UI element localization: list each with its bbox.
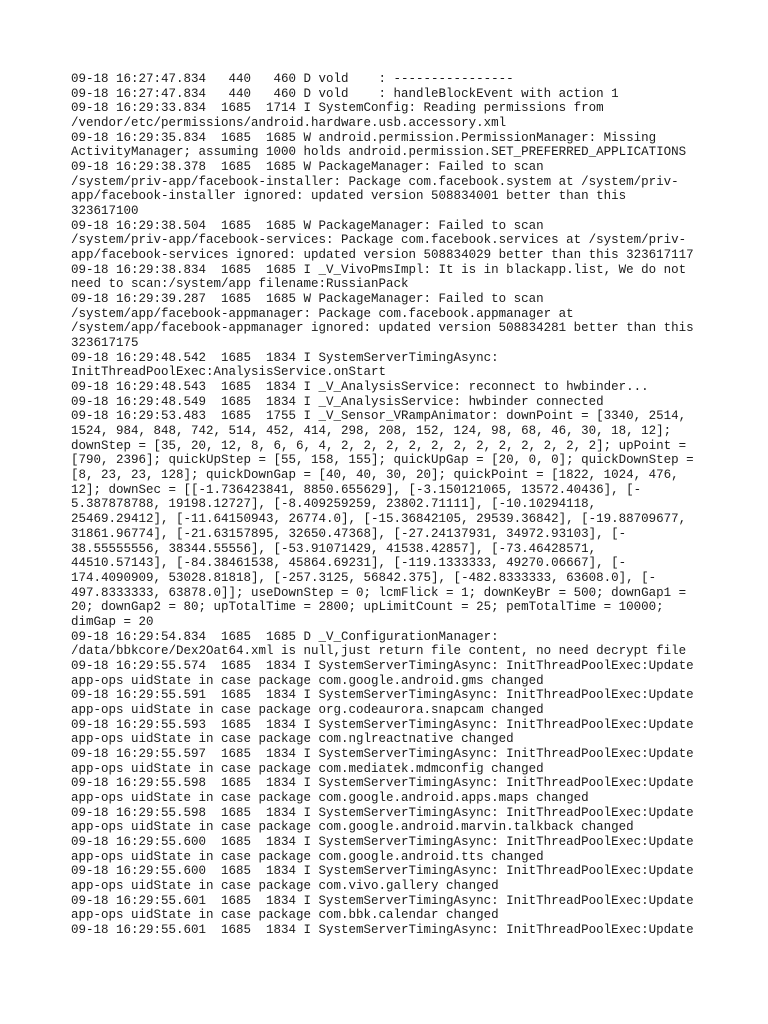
log-line: /system/app/facebook-appmanager: Package com.facebook.appmanager at: [71, 306, 574, 321]
log-line: 09-18 16:27:47.834 440 460 D vold : handleBlockEvent with action 1: [71, 86, 619, 101]
log-line: app-ops uidState in case package com.nglreactnative changed: [71, 732, 514, 747]
log-line: 09-18 16:29:55.600 1685 1834 I SystemServerTimingAsync: InitThreadPoolExec:Update: [71, 834, 694, 849]
log-line: 5.387878788, 19198.12727], [-8.409259259, 23802.71111], [-10.10294118,: [71, 497, 597, 512]
log-line: app-ops uidState in case package com.mediatek.mdmconfig changed: [71, 761, 544, 776]
log-line: 09-18 16:29:55.598 1685 1834 I SystemServerTimingAsync: InitThreadPoolExec:Update: [71, 776, 694, 791]
log-line: 09-18 16:29:55.591 1685 1834 I SystemServerTimingAsync: InitThreadPoolExec:Update: [71, 688, 694, 703]
log-line: [8, 23, 23, 128]; quickDownGap = [40, 40, 30, 20]; quickPoint = [1822, 1024, 476,: [71, 468, 679, 483]
log-line: 09-18 16:29:38.834 1685 1685 I _V_VivoPmsImpl: It is in blackapp.list, We do not: [71, 262, 687, 277]
log-line: app-ops uidState in case package com.google.android.marvin.talkback changed: [71, 820, 634, 835]
log-line: 31861.96774], [-21.63157895, 32650.47368], [-27.24137931, 34972.93103], [-: [71, 526, 627, 541]
log-line: 09-18 16:29:38.378 1685 1685 W PackageManager: Failed to scan: [71, 160, 544, 175]
log-line: dimGap = 20: [71, 614, 154, 629]
log-line: ActivityManager; assuming 1000 holds android.permission.SET_PREFERRED_APPLICATIONS: [71, 145, 687, 160]
log-line: 09-18 16:29:55.601 1685 1834 I SystemServerTimingAsync: InitThreadPoolExec:Update: [71, 922, 694, 937]
log-line: 323617100: [71, 204, 139, 219]
log-line: app-ops uidState in case package org.codeaurora.snapcam changed: [71, 702, 544, 717]
log-line: app-ops uidState in case package com.google.android.apps.maps changed: [71, 790, 589, 805]
log-line: app/facebook-services ignored: updated version 508834029 better than this 323617117: [71, 248, 694, 263]
log-line: 20; downGap2 = 80; upTotalTime = 2800; upLimitCount = 25; pemTotalTime = 10000;: [71, 600, 664, 615]
log-line: 25469.29412], [-11.64150943, 26774.0], [-15.36842105, 29539.36842], [-19.88709677,: [71, 512, 687, 527]
log-line: 1524, 984, 848, 742, 514, 452, 414, 298, 208, 152, 124, 98, 68, 46, 30, 18, 12];: [71, 424, 672, 439]
log-line: 09-18 16:29:48.542 1685 1834 I SystemServerTimingAsync:: [71, 350, 499, 365]
log-line: app-ops uidState in case package com.bbk.calendar changed: [71, 908, 499, 923]
log-line: downStep = [35, 20, 12, 8, 6, 6, 4, 2, 2, 2, 2, 2, 2, 2, 2, 2, 2, 2, 2]; upPoint =: [71, 438, 687, 453]
log-line: 09-18 16:29:55.601 1685 1834 I SystemServerTimingAsync: InitThreadPoolExec:Update: [71, 893, 694, 908]
log-line: 09-18 16:27:47.834 440 460 D vold : ----------------: [71, 72, 514, 86]
log-line: 09-18 16:29:48.543 1685 1834 I _V_AnalysisService: reconnect to hwbinder...: [71, 380, 649, 395]
log-line: app-ops uidState in case package com.google.android.tts changed: [71, 849, 544, 864]
log-line: 09-18 16:29:48.549 1685 1834 I _V_AnalysisService: hwbinder connected: [71, 394, 604, 409]
log-line: [790, 2396]; quickUpStep = [55, 158, 155]; quickUpGap = [20, 0, 0]; quickDownStep =: [71, 453, 694, 468]
log-line: /system/priv-app/facebook-installer: Package com.facebook.system at /system/priv-: [71, 174, 679, 189]
log-line: 174.4090909, 53028.81818], [-257.3125, 56842.375], [-482.8333333, 63608.0], [-: [71, 570, 657, 585]
log-line: 09-18 16:29:54.834 1685 1685 D _V_ConfigurationManager:: [71, 629, 499, 644]
log-line: 09-18 16:29:55.593 1685 1834 I SystemServerTimingAsync: InitThreadPoolExec:Update: [71, 717, 694, 732]
log-line: need to scan:/system/app filename:RussianPack: [71, 277, 409, 292]
log-line: app-ops uidState in case package com.vivo.gallery changed: [71, 878, 499, 893]
log-line: 09-18 16:29:55.598 1685 1834 I SystemServerTimingAsync: InitThreadPoolExec:Update: [71, 805, 694, 820]
log-text-block: [71, 72, 701, 938]
log-line: /data/bbkcore/Dex2Oat64.xml is null,just return file content, no need decrypt file: [71, 644, 687, 659]
log-line: 323617175: [71, 336, 139, 351]
log-line: 09-18 16:29:55.574 1685 1834 I SystemServerTimingAsync: InitThreadPoolExec:Update: [71, 658, 694, 673]
log-line: 38.55555556, 38344.55556], [-53.91071429, 41538.42857], [-73.46428571,: [71, 541, 597, 556]
log-line: 12]; downSec = [[-1.736423841, 8850.655629], [-3.150121065, 13572.40436], [-: [71, 482, 642, 497]
log-line: InitThreadPoolExec:AnalysisService.onStart: [71, 365, 387, 380]
log-line: /system/app/facebook-appmanager ignored: updated version 508834281 better than this: [71, 321, 694, 336]
log-line: 09-18 16:29:55.597 1685 1834 I SystemServerTimingAsync: InitThreadPoolExec:Update: [71, 746, 694, 761]
log-line: 497.8333333, 63878.0]]; useDownStep = 0; lcmFlick = 1; downKeyBr = 500; downGap1 =: [71, 585, 687, 600]
log-line: 09-18 16:29:55.600 1685 1834 I SystemServerTimingAsync: InitThreadPoolExec:Update: [71, 864, 694, 879]
log-line: 09-18 16:29:39.287 1685 1685 W PackageManager: Failed to scan: [71, 292, 544, 307]
log-line: app-ops uidState in case package com.google.android.gms changed: [71, 673, 544, 688]
log-line: 09-18 16:29:35.834 1685 1685 W android.permission.PermissionManager: Missing: [71, 130, 657, 145]
log-line: /system/priv-app/facebook-services: Package com.facebook.services at /system/priv-: [71, 233, 687, 248]
log-line: 09-18 16:29:33.834 1685 1714 I SystemConfig: Reading permissions from: [71, 101, 604, 116]
log-line: 09-18 16:29:53.483 1685 1755 I _V_Sensor_VRampAnimator: downPoint = [3340, 2514,: [71, 409, 687, 424]
log-line: /vendor/etc/permissions/android.hardware.usb.accessory.xml: [71, 116, 507, 131]
log-line: 09-18 16:29:38.504 1685 1685 W PackageManager: Failed to scan: [71, 218, 544, 233]
log-line: app/facebook-installer ignored: updated version 508834001 better than this: [71, 189, 627, 204]
log-line: 44510.57143], [-84.38461538, 45864.69231], [-119.1333333, 49270.06667], [-: [71, 556, 627, 571]
